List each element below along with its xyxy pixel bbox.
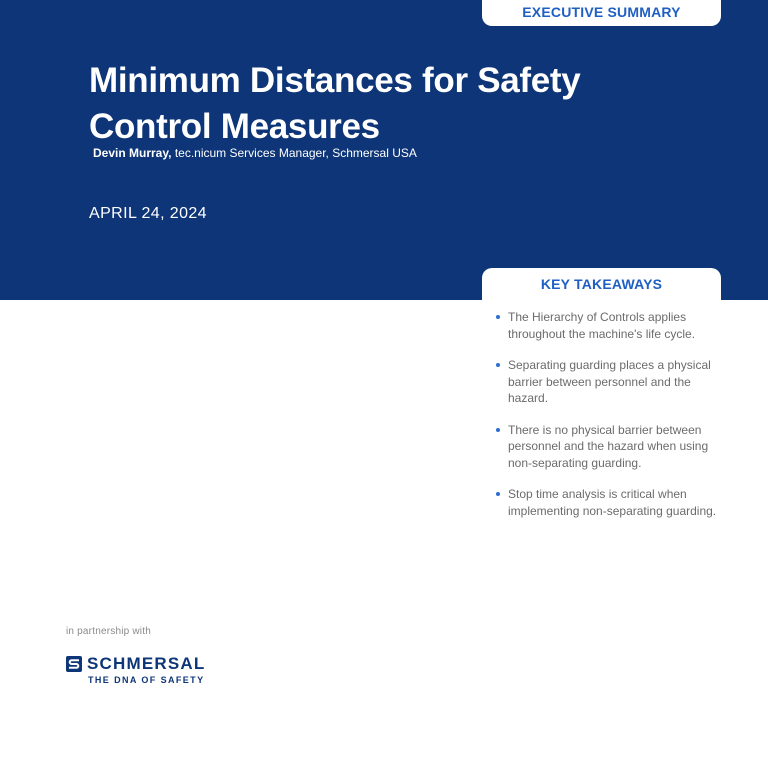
author-name: Devin Murray, [93, 146, 172, 160]
takeaway-text: Separating guarding places a physical barrier between personnel and the hazard. [508, 358, 711, 405]
logo-wordmark: SCHMERSAL [87, 654, 206, 673]
author-role: tec.nicum Services Manager, Schmersal USA [174, 146, 417, 160]
key-takeaways-list [496, 309, 718, 534]
takeaway-item [496, 486, 718, 519]
takeaway-text: There is no physical barrier between personnel and the hazard when using non-separating guarding. [508, 422, 709, 470]
byline [93, 146, 417, 160]
key-takeaways-heading: KEY TAKEAWAYS [482, 268, 721, 300]
bullet-icon [496, 363, 500, 367]
takeaway-text: Stop time analysis is critical when implementing non-separating guarding. [508, 487, 717, 518]
takeaway-item [496, 422, 718, 472]
takeaway-item [496, 309, 718, 342]
logo-tagline: THE DNA OF SAFETY [88, 675, 205, 685]
bullet-icon [496, 315, 500, 319]
bullet-icon [496, 428, 500, 432]
schmersal-logo [66, 656, 206, 688]
page-title: Minimum Distances for Safety Control Measures [89, 61, 581, 146]
executive-summary-tab: EXECUTIVE SUMMARY [482, 0, 721, 26]
partnership-label: in partnership with [66, 626, 151, 637]
takeaway-text: The Hierarchy of Controls applies throughout the machine's life cycle. [508, 310, 696, 341]
schmersal-s-logo-icon [66, 656, 82, 672]
takeaway-item [496, 357, 718, 407]
publication-date: APRIL 24, 2024 [89, 205, 207, 222]
bullet-icon [496, 492, 500, 496]
